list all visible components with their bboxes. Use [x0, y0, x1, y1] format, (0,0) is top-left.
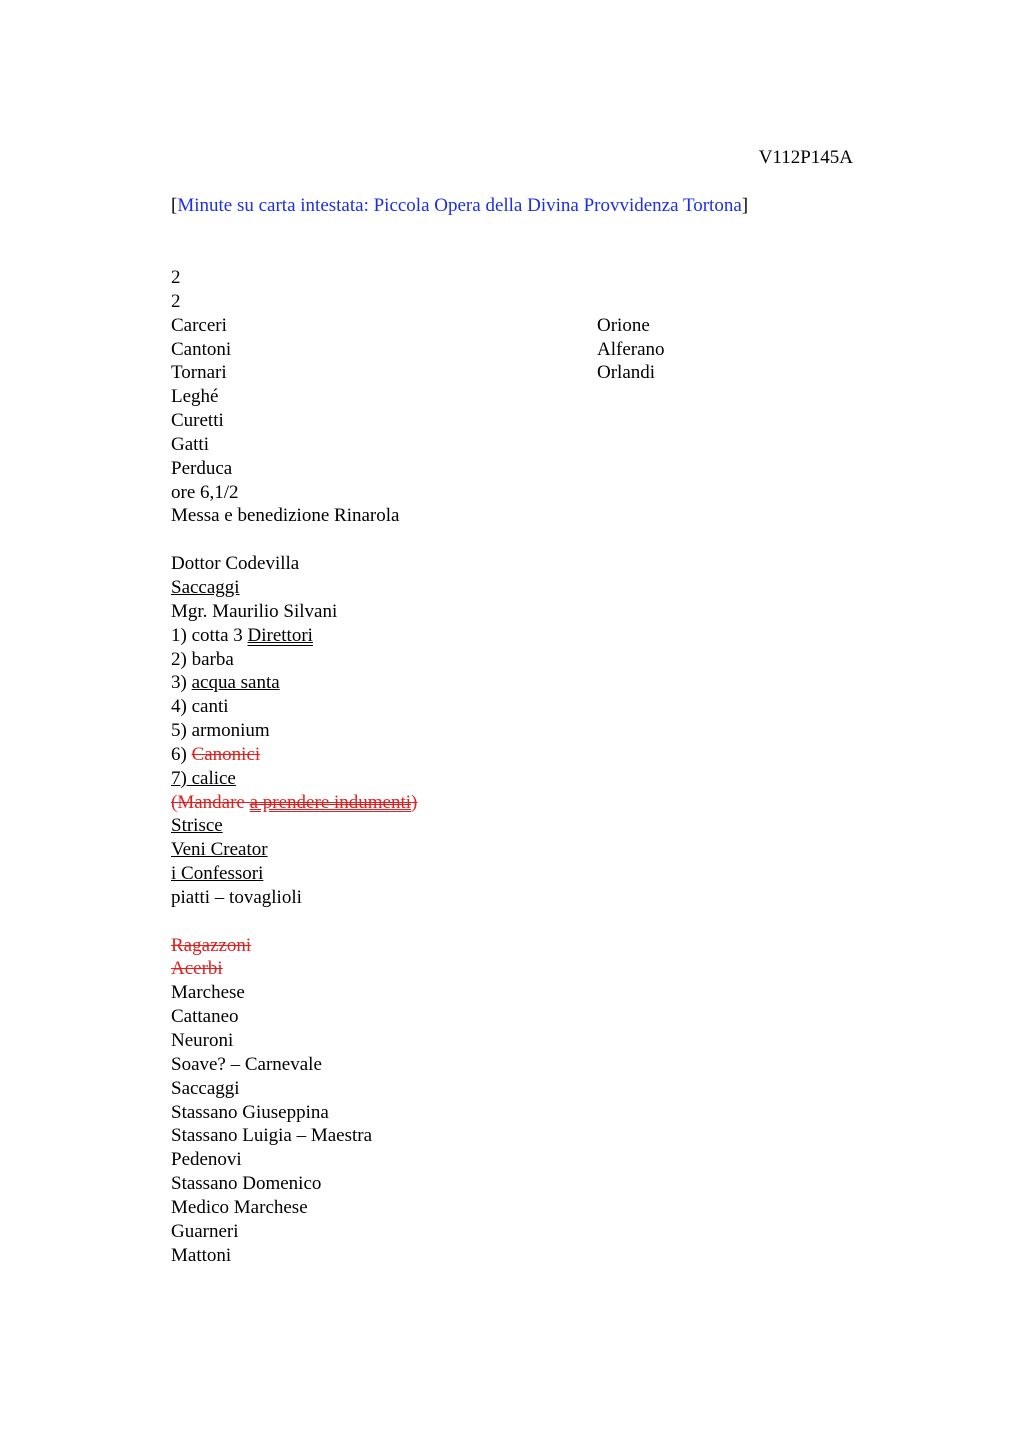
underlined-text: Strisce	[171, 815, 223, 837]
strisce-line	[171, 814, 417, 838]
deleted-text: Ragazzoni	[171, 934, 252, 956]
name-line: Gatti	[171, 433, 209, 455]
bracket-close: ]	[741, 195, 749, 216]
name-line: Stassano Luigia – Maestra	[171, 1125, 373, 1147]
underlined-text: Saccaggi	[171, 576, 240, 598]
name-line: Carceri	[171, 314, 227, 336]
name-line: Medico Marchese	[171, 1196, 308, 1218]
name-line: Mattoni	[171, 1244, 232, 1266]
name-line: Orlandi	[597, 362, 656, 384]
document-reference: V112P145A	[758, 147, 853, 168]
double-underlined-text: Direttori	[247, 624, 313, 646]
name-line: Stassano Domenico	[171, 1173, 322, 1195]
ragazzoni-line	[171, 934, 417, 958]
name-line: Perduca	[171, 457, 233, 479]
right-column	[597, 314, 665, 386]
piatti-line: piatti – tovaglioli	[171, 886, 302, 908]
deleted-text: Acerbi	[171, 958, 223, 980]
underlined-text: 7) calice	[171, 767, 236, 789]
confessori-line	[171, 862, 417, 886]
underlined-text: acqua santa	[191, 672, 280, 694]
name-line: Curetti	[171, 410, 224, 432]
name-line: Tornari	[171, 362, 227, 384]
deleted-text: (Mandare	[171, 791, 250, 813]
left-column	[171, 266, 417, 1267]
acerbi-line	[171, 957, 417, 981]
item-1	[171, 624, 417, 648]
name-line: Guarneri	[171, 1220, 239, 1242]
item-2: 2) barba	[171, 648, 234, 670]
time-line: ore 6,1/2	[171, 481, 239, 503]
item-1-prefix: 1) cotta 3	[171, 624, 248, 646]
name-line: Cantoni	[171, 338, 232, 360]
number-line: 2	[171, 267, 181, 288]
name-line: Saccaggi	[171, 1077, 240, 1099]
name-line: Leghé	[171, 386, 219, 408]
veni-line	[171, 838, 417, 862]
name-line: Pedenovi	[171, 1149, 242, 1171]
number-line: 2	[171, 290, 181, 312]
spacer	[171, 910, 417, 934]
name-line: Stassano Giuseppina	[171, 1101, 329, 1123]
underlined-text: i Confessori	[171, 863, 264, 885]
item-5: 5) armonium	[171, 720, 270, 742]
name-line: Orione	[597, 314, 650, 336]
deleted-text: )	[411, 791, 418, 813]
item-7	[171, 767, 417, 791]
note-text: Minute su carta intestata: Piccola Opera della Divina Provvidenza Tortona	[177, 195, 742, 216]
spacer	[171, 528, 417, 552]
mandare-line	[171, 791, 417, 815]
item-3-prefix: 3)	[171, 672, 192, 694]
editorial-note	[171, 194, 748, 218]
name-line: Soave? – Carnevale	[171, 1053, 322, 1075]
mgr-line: Mgr. Maurilio Silvani	[171, 600, 338, 622]
saccaggi-line	[171, 576, 417, 600]
name-line: Neuroni	[171, 1030, 234, 1051]
item-3	[171, 671, 417, 695]
name-line: Alferano	[597, 338, 665, 360]
item-6	[171, 743, 417, 767]
bracket-open: [	[171, 195, 178, 216]
deleted-text: Canonici	[191, 743, 261, 765]
dottor-line: Dottor Codevilla	[171, 553, 300, 575]
name-line: Marchese	[171, 982, 245, 1004]
item-6-prefix: 6)	[171, 743, 192, 765]
item-4: 4) canti	[171, 696, 229, 718]
mass-line: Messa e benedizione Rinarola	[171, 505, 400, 527]
underlined-text: Veni Creator	[171, 839, 268, 861]
deleted-underlined-text: a prendere indumenti	[249, 791, 412, 813]
name-line: Cattaneo	[171, 1006, 239, 1028]
